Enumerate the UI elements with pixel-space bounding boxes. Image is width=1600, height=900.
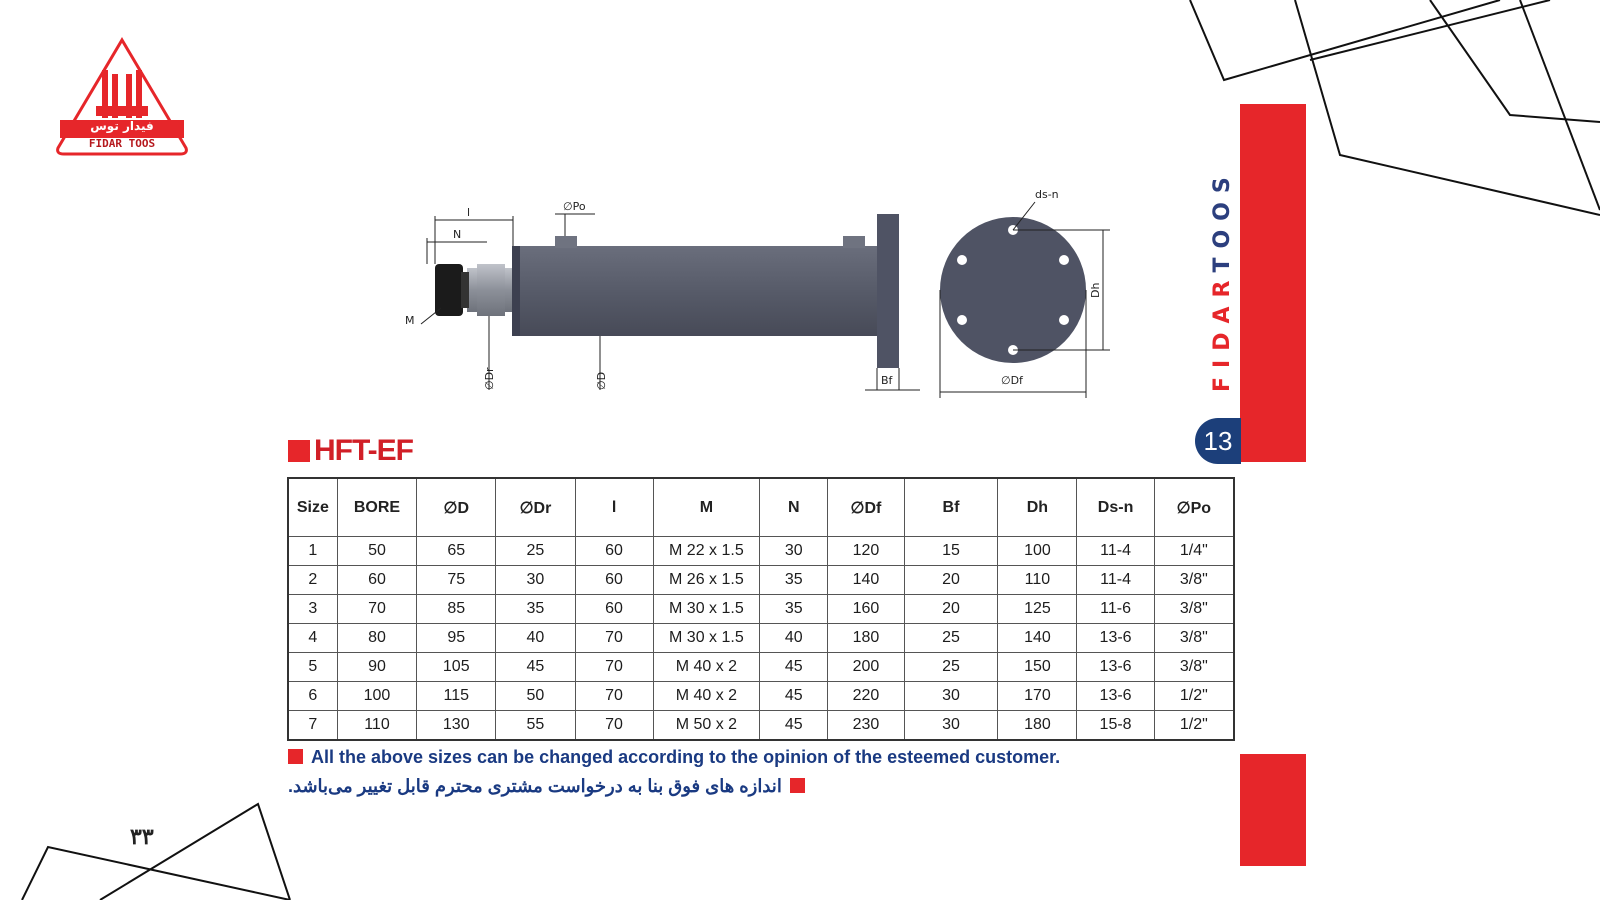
table-cell: 95: [417, 624, 496, 653]
table-cell: 220: [828, 682, 904, 711]
cylinder-body: [512, 246, 877, 336]
col-header: ∅Dr: [496, 478, 575, 537]
table-cell: 15-8: [1077, 711, 1154, 741]
table-cell: 35: [760, 566, 828, 595]
col-header: Ds-n: [1077, 478, 1154, 537]
table-cell: 70: [575, 711, 653, 741]
dim-dsn-label: ds-n: [1035, 188, 1059, 201]
table-row: [288, 624, 1234, 653]
table-cell: 110: [337, 711, 416, 741]
table-cell: 160: [828, 595, 904, 624]
table-cell: 50: [337, 537, 416, 566]
table-cell: 3/8": [1154, 653, 1234, 682]
col-header: ∅Df: [828, 478, 904, 537]
flange-end-view: [940, 217, 1086, 363]
table-cell: 40: [760, 624, 828, 653]
table-cell: 180: [828, 624, 904, 653]
logo-fa-text: فیدار توس: [90, 119, 154, 133]
table-cell: 6: [288, 682, 337, 711]
col-header: ∅Po: [1154, 478, 1234, 537]
table-cell: 3/8": [1154, 624, 1234, 653]
table-cell: 50: [496, 682, 575, 711]
table-cell: 13-6: [1077, 653, 1154, 682]
flange: [877, 214, 899, 368]
table-cell: 140: [998, 624, 1077, 653]
col-header: l: [575, 478, 653, 537]
table-cell: 40: [496, 624, 575, 653]
table-cell: 100: [998, 537, 1077, 566]
table-cell: 1: [288, 537, 337, 566]
table-cell: 45: [496, 653, 575, 682]
table-cell: 7: [288, 711, 337, 741]
dim-d-label: ∅D: [595, 371, 608, 390]
page-number: ۳۳: [130, 824, 154, 849]
table-cell: M 50 x 2: [653, 711, 760, 741]
table-cell: 11-4: [1077, 537, 1154, 566]
note-square-icon: [288, 749, 303, 764]
table-cell: 3/8": [1154, 595, 1234, 624]
col-header: Dh: [998, 478, 1077, 537]
col-header: ∅D: [417, 478, 496, 537]
table-cell: 3: [288, 595, 337, 624]
table-cell: 170: [998, 682, 1077, 711]
table-cell: 70: [575, 653, 653, 682]
table-cell: 1/2": [1154, 682, 1234, 711]
dim-n-label: N: [453, 228, 462, 241]
table-cell: 80: [337, 624, 416, 653]
table-cell: 85: [417, 595, 496, 624]
dim-m-label: M: [405, 314, 415, 327]
table-cell: 115: [417, 682, 496, 711]
table-cell: 70: [337, 595, 416, 624]
note-english-text: All the above sizes can be changed according to the opinion of the esteemed customer.: [311, 747, 1061, 767]
table-cell: 30: [496, 566, 575, 595]
col-header: Bf: [904, 478, 998, 537]
note-english: [288, 747, 1060, 768]
dim-dr-label: ∅Dr: [483, 367, 496, 390]
spec-table: [287, 477, 1235, 741]
table-cell: 5: [288, 653, 337, 682]
model-title: [288, 434, 413, 468]
note-persian: [288, 776, 805, 797]
table-cell: 150: [998, 653, 1077, 682]
table-cell: 70: [575, 682, 653, 711]
table-cell: 90: [337, 653, 416, 682]
table-cell: 25: [904, 624, 998, 653]
table-cell: 230: [828, 711, 904, 741]
table-cell: 35: [760, 595, 828, 624]
dim-l-label: l: [467, 206, 471, 219]
table-cell: 1/2": [1154, 711, 1234, 741]
table-cell: 3/8": [1154, 566, 1234, 595]
table-cell: 200: [828, 653, 904, 682]
table-cell: 25: [496, 537, 575, 566]
dim-df-label: ∅Df: [1001, 374, 1023, 387]
dim-dh-label: Dh: [1089, 282, 1102, 298]
col-header: BORE: [337, 478, 416, 537]
brand-part-1: FIDAR: [1210, 272, 1235, 392]
table-cell: 140: [828, 566, 904, 595]
table-cell: 13-6: [1077, 682, 1154, 711]
table-cell: 65: [417, 537, 496, 566]
table-cell: 110: [998, 566, 1077, 595]
table-row: [288, 711, 1234, 741]
side-red-bar-top: [1240, 104, 1306, 462]
table-row: [288, 595, 1234, 624]
company-logo: [52, 36, 192, 158]
table-cell: 125: [998, 595, 1077, 624]
table-cell: 60: [575, 566, 653, 595]
table-cell: 180: [998, 711, 1077, 741]
table-row: [288, 537, 1234, 566]
table-cell: 30: [760, 537, 828, 566]
note-square-icon: [790, 778, 805, 793]
table-header-row: [288, 478, 1234, 537]
brand-part-2: TOOS: [1210, 168, 1235, 273]
table-cell: 75: [417, 566, 496, 595]
title-square-icon: [288, 440, 310, 462]
table-row: [288, 682, 1234, 711]
table-cell: 25: [904, 653, 998, 682]
table-cell: 45: [760, 682, 828, 711]
table-cell: 120: [828, 537, 904, 566]
col-header: N: [760, 478, 828, 537]
page-badge: 13: [1195, 418, 1241, 464]
table-cell: 15: [904, 537, 998, 566]
table-cell: 13-6: [1077, 624, 1154, 653]
side-red-bar-bottom: [1240, 754, 1306, 866]
table-cell: 30: [904, 711, 998, 741]
table-cell: M 22 x 1.5: [653, 537, 760, 566]
table-cell: 2: [288, 566, 337, 595]
dim-po-label: ∅Po: [563, 200, 586, 213]
table-cell: 20: [904, 566, 998, 595]
table-cell: M 40 x 2: [653, 653, 760, 682]
table-cell: 45: [760, 711, 828, 741]
table-cell: 100: [337, 682, 416, 711]
table-cell: 105: [417, 653, 496, 682]
table-cell: 60: [575, 537, 653, 566]
table-cell: 70: [575, 624, 653, 653]
table-cell: 130: [417, 711, 496, 741]
table-cell: 45: [760, 653, 828, 682]
cylinder-drawing: [395, 180, 1125, 410]
table-row: [288, 566, 1234, 595]
table-cell: M 30 x 1.5: [653, 624, 760, 653]
table-row: [288, 653, 1234, 682]
table-cell: 20: [904, 595, 998, 624]
table-cell: M 26 x 1.5: [653, 566, 760, 595]
table-cell: 1/4": [1154, 537, 1234, 566]
table-cell: 35: [496, 595, 575, 624]
table-cell: 60: [337, 566, 416, 595]
model-title-text: HFT-EF: [314, 434, 413, 467]
table-cell: M 40 x 2: [653, 682, 760, 711]
logo-en-text: FIDAR TOOS: [88, 137, 156, 150]
col-header: Size: [288, 478, 337, 537]
nut-icon: [435, 264, 463, 316]
table-cell: M 30 x 1.5: [653, 595, 760, 624]
table-cell: 4: [288, 624, 337, 653]
dim-bf-label: Bf: [881, 374, 893, 387]
table-cell: 60: [575, 595, 653, 624]
table-cell: 55: [496, 711, 575, 741]
note-persian-text: اندازه های فوق بنا به درخواست مشتری محترم قابل تغییر می‌باشد.: [288, 776, 782, 796]
table-cell: 30: [904, 682, 998, 711]
col-header: M: [653, 478, 760, 537]
table-cell: 11-4: [1077, 566, 1154, 595]
table-cell: 11-6: [1077, 595, 1154, 624]
